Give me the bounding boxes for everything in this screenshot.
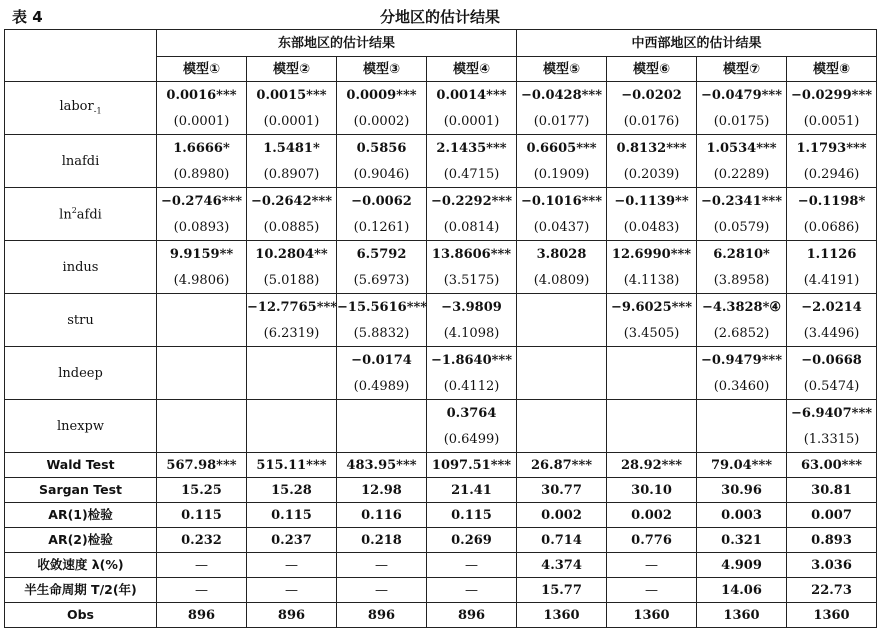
statistic-value: 0.269	[427, 528, 517, 553]
coefficient-cell: −3.9809	[427, 294, 517, 321]
statistic-value: 30.96	[697, 478, 787, 503]
coefficient-cell: −0.1016***	[517, 188, 607, 215]
coef-row	[5, 82, 877, 109]
statistic-name: Sargan Test	[5, 478, 157, 503]
std-error-cell: (1.3315)	[787, 426, 877, 453]
statistic-value: 515.11***	[247, 453, 337, 478]
statistic-value: —	[607, 553, 697, 578]
statistic-value: 21.41	[427, 478, 517, 503]
coefficient-cell	[247, 347, 337, 374]
std-error-cell: (0.2946)	[787, 161, 877, 188]
coefficient-cell	[607, 400, 697, 427]
statistic-value: 0.003	[697, 503, 787, 528]
coefficient-cell: 0.0016***	[157, 82, 247, 109]
coefficient-cell: 6.5792	[337, 241, 427, 268]
statistic-value: 0.714	[517, 528, 607, 553]
coefficient-cell: 0.5856	[337, 135, 427, 162]
std-error-cell: (0.0579)	[697, 214, 787, 241]
variable-label: labor	[59, 99, 94, 115]
coefficient-cell: −0.0202	[607, 82, 697, 109]
std-error-cell: (0.0001)	[427, 108, 517, 135]
coefficient-cell: 1.5481*	[247, 135, 337, 162]
std-error-cell: (6.2319)	[247, 320, 337, 347]
statistic-value: 483.95***	[337, 453, 427, 478]
statistic-value: 0.002	[517, 503, 607, 528]
variable-name	[5, 241, 157, 294]
std-error-cell: (3.8958)	[697, 267, 787, 294]
coefficient-cell: −0.2292***	[427, 188, 517, 215]
statistic-name: Obs	[5, 603, 157, 628]
coefficient-cell: −0.1198*	[787, 188, 877, 215]
std-error-cell: (0.8980)	[157, 161, 247, 188]
statistic-value: 15.28	[247, 478, 337, 503]
statistic-value: 567.98***	[157, 453, 247, 478]
statistic-name: 半生命周期 T/2(年)	[5, 578, 157, 603]
std-error-cell: (0.0001)	[157, 108, 247, 135]
variable-name	[5, 188, 157, 241]
std-error-cell: (0.9046)	[337, 161, 427, 188]
std-error-cell: (0.4989)	[337, 373, 427, 400]
std-error-cell: (0.8907)	[247, 161, 337, 188]
coefficient-cell: 12.6990***	[607, 241, 697, 268]
std-error-cell: (4.4191)	[787, 267, 877, 294]
coefficient-cell: 9.9159**	[157, 241, 247, 268]
std-error-cell	[517, 320, 607, 347]
statistic-value: 4.909	[697, 553, 787, 578]
std-error-cell: (0.6499)	[427, 426, 517, 453]
coefficient-cell: 0.3764	[427, 400, 517, 427]
statistic-row	[5, 528, 877, 553]
std-error-cell: (0.1909)	[517, 161, 607, 188]
statistic-value: 4.374	[517, 553, 607, 578]
statistic-value: 0.115	[247, 503, 337, 528]
std-error-cell: (0.0002)	[337, 108, 427, 135]
coefficient-cell: 1.0534***	[697, 135, 787, 162]
coefficient-cell: −0.0668	[787, 347, 877, 374]
coef-row	[5, 188, 877, 215]
model-header: 模型①	[157, 57, 247, 82]
coefficient-cell: 2.1435***	[427, 135, 517, 162]
statistic-value: 3.036	[787, 553, 877, 578]
std-error-cell: (4.1138)	[607, 267, 697, 294]
std-error-cell	[157, 320, 247, 347]
std-error-cell	[607, 373, 697, 400]
coef-row	[5, 294, 877, 321]
statistic-value: 0.115	[157, 503, 247, 528]
variable-label-suffix: afdi	[76, 207, 102, 223]
coefficient-cell	[517, 294, 607, 321]
coef-row	[5, 241, 877, 268]
statistic-name: 收敛速度 λ(%)	[5, 553, 157, 578]
coefficient-cell: −12.7765***	[247, 294, 337, 321]
statistic-value: 28.92***	[607, 453, 697, 478]
std-error-cell: (0.5474)	[787, 373, 877, 400]
coefficient-cell: −0.0062	[337, 188, 427, 215]
std-error-cell: (2.6852)	[697, 320, 787, 347]
std-error-cell: (3.4496)	[787, 320, 877, 347]
statistic-value: —	[157, 578, 247, 603]
std-error-cell: (0.0483)	[607, 214, 697, 241]
statistic-value: 12.98	[337, 478, 427, 503]
coefficient-cell: 1.6666*	[157, 135, 247, 162]
std-error-cell: (0.0437)	[517, 214, 607, 241]
variable-name	[5, 347, 157, 400]
std-error-cell: (0.4715)	[427, 161, 517, 188]
std-error-cell: (0.0001)	[247, 108, 337, 135]
coefficient-cell: 13.8606***	[427, 241, 517, 268]
statistic-value: 30.81	[787, 478, 877, 503]
coefficient-cell: −0.1139**	[607, 188, 697, 215]
coefficient-cell	[157, 400, 247, 427]
model-header: 模型⑥	[607, 57, 697, 82]
std-error-cell: (0.0176)	[607, 108, 697, 135]
group-header-east: 东部地区的估计结果	[157, 30, 517, 57]
coefficient-cell: −1.8640***	[427, 347, 517, 374]
std-error-cell: (0.3460)	[697, 373, 787, 400]
statistic-value: 896	[157, 603, 247, 628]
statistic-value: —	[607, 578, 697, 603]
coefficient-cell: 1.1793***	[787, 135, 877, 162]
coefficient-cell: 10.2804**	[247, 241, 337, 268]
statistic-value: 0.116	[337, 503, 427, 528]
variable-label: stru	[67, 312, 94, 328]
std-error-cell	[697, 426, 787, 453]
coefficient-cell: −0.0479***	[697, 82, 787, 109]
variable-name	[5, 400, 157, 453]
coefficient-cell: −0.2642***	[247, 188, 337, 215]
variable-label: lnafdi	[61, 153, 100, 169]
coef-row	[5, 347, 877, 374]
statistic-value: —	[337, 578, 427, 603]
statistic-name: AR(1)检验	[5, 503, 157, 528]
statistic-value: —	[337, 553, 427, 578]
std-error-cell	[247, 426, 337, 453]
statistic-value: 0.237	[247, 528, 337, 553]
coefficient-cell: 0.0015***	[247, 82, 337, 109]
coefficient-cell: 6.2810*	[697, 241, 787, 268]
statistic-value: 22.73	[787, 578, 877, 603]
model-header: 模型⑤	[517, 57, 607, 82]
variable-name	[5, 135, 157, 188]
coefficient-cell: −9.6025***	[607, 294, 697, 321]
statistic-value: 896	[337, 603, 427, 628]
statistic-value: 896	[427, 603, 517, 628]
statistic-value: —	[247, 553, 337, 578]
std-error-cell: (0.4112)	[427, 373, 517, 400]
std-error-cell: (4.0809)	[517, 267, 607, 294]
statistic-value: 26.87***	[517, 453, 607, 478]
statistic-value: 1360	[697, 603, 787, 628]
coefficient-cell: −0.0174	[337, 347, 427, 374]
coefficient-cell	[607, 347, 697, 374]
coefficient-cell	[517, 400, 607, 427]
coefficient-cell	[157, 347, 247, 374]
group-header-central-west: 中西部地区的估计结果	[517, 30, 877, 57]
statistic-row	[5, 553, 877, 578]
statistic-value: 1097.51***	[427, 453, 517, 478]
coefficient-cell: 0.0014***	[427, 82, 517, 109]
statistic-value: 0.115	[427, 503, 517, 528]
coefficient-cell: −0.2746***	[157, 188, 247, 215]
statistic-value: 0.893	[787, 528, 877, 553]
statistic-value: 0.776	[607, 528, 697, 553]
table-title: 分地区的估计结果	[379, 8, 500, 26]
std-error-cell	[157, 373, 247, 400]
statistic-row	[5, 503, 877, 528]
statistic-value: 15.77	[517, 578, 607, 603]
model-header: 模型④	[427, 57, 517, 82]
std-error-cell: (0.0885)	[247, 214, 337, 241]
statistic-value: 0.002	[607, 503, 697, 528]
variable-label: lndeep	[58, 365, 103, 381]
std-error-cell: (0.0814)	[427, 214, 517, 241]
std-error-cell: (0.0177)	[517, 108, 607, 135]
std-error-cell: (3.4505)	[607, 320, 697, 347]
model-header: 模型②	[247, 57, 337, 82]
variable-label: indus	[62, 259, 99, 275]
std-error-cell: (0.0686)	[787, 214, 877, 241]
statistic-value: 1360	[517, 603, 607, 628]
std-error-cell: (0.1261)	[337, 214, 427, 241]
coef-row	[5, 400, 877, 427]
statistic-row	[5, 478, 877, 503]
std-error-cell	[607, 426, 697, 453]
variable-name	[5, 294, 157, 347]
statistic-name: Wald Test	[5, 453, 157, 478]
coefficient-cell: −4.3828*④	[697, 294, 787, 321]
statistic-value: 14.06	[697, 578, 787, 603]
statistic-value: 1360	[607, 603, 697, 628]
std-error-cell: (0.2039)	[607, 161, 697, 188]
std-error-cell: (3.5175)	[427, 267, 517, 294]
std-error-cell: (4.9806)	[157, 267, 247, 294]
coefficient-cell: 1.1126	[787, 241, 877, 268]
statistic-name: AR(2)检验	[5, 528, 157, 553]
std-error-cell: (5.8832)	[337, 320, 427, 347]
coefficient-cell	[697, 400, 787, 427]
coefficient-cell	[247, 400, 337, 427]
header-corner	[5, 30, 157, 82]
statistic-value: 0.007	[787, 503, 877, 528]
std-error-cell	[157, 426, 247, 453]
estimation-results-table	[4, 29, 877, 628]
variable-label-prefix: ln	[59, 207, 72, 223]
std-error-cell: (4.1098)	[427, 320, 517, 347]
statistic-row	[5, 603, 877, 628]
coefficient-cell: −0.0428***	[517, 82, 607, 109]
std-error-cell	[517, 373, 607, 400]
coefficient-cell: −0.2341***	[697, 188, 787, 215]
coefficient-cell: −0.9479***	[697, 347, 787, 374]
table-number: 表 4	[12, 8, 43, 26]
statistic-value: —	[157, 553, 247, 578]
statistic-value: 1360	[787, 603, 877, 628]
table-caption	[0, 4, 880, 26]
model-header: 模型⑦	[697, 57, 787, 82]
coefficient-cell	[337, 400, 427, 427]
std-error-cell	[517, 426, 607, 453]
coefficient-cell	[157, 294, 247, 321]
statistic-value: 0.232	[157, 528, 247, 553]
statistic-value: 30.10	[607, 478, 697, 503]
statistic-value: —	[427, 553, 517, 578]
statistic-row	[5, 453, 877, 478]
std-error-cell	[337, 426, 427, 453]
std-error-cell: (0.2289)	[697, 161, 787, 188]
statistic-value: 63.00***	[787, 453, 877, 478]
std-error-cell: (5.6973)	[337, 267, 427, 294]
coefficient-cell: 0.8132***	[607, 135, 697, 162]
statistic-value: 30.77	[517, 478, 607, 503]
coefficient-cell: −15.5616***	[337, 294, 427, 321]
coefficient-cell: −0.0299***	[787, 82, 877, 109]
statistic-value: 0.321	[697, 528, 787, 553]
variable-label: lnexpw	[56, 418, 104, 434]
coefficient-cell: 3.8028	[517, 241, 607, 268]
model-header: 模型⑧	[787, 57, 877, 82]
variable-subscript: -1	[93, 106, 102, 116]
std-error-cell	[247, 373, 337, 400]
statistic-value: 0.218	[337, 528, 427, 553]
statistic-value: —	[427, 578, 517, 603]
statistic-value: —	[247, 578, 337, 603]
coefficient-cell: −6.9407***	[787, 400, 877, 427]
variable-name	[5, 82, 157, 135]
statistic-value: 896	[247, 603, 337, 628]
variable-superscript: 2	[71, 205, 77, 215]
coefficient-cell: 0.6605***	[517, 135, 607, 162]
std-error-cell: (5.0188)	[247, 267, 337, 294]
std-error-cell: (0.0175)	[697, 108, 787, 135]
coefficient-cell	[517, 347, 607, 374]
statistic-row	[5, 578, 877, 603]
coef-row	[5, 135, 877, 162]
std-error-cell: (0.0893)	[157, 214, 247, 241]
coefficient-cell: −2.0214	[787, 294, 877, 321]
statistic-value: 79.04***	[697, 453, 787, 478]
std-error-cell: (0.0051)	[787, 108, 877, 135]
coefficient-cell: 0.0009***	[337, 82, 427, 109]
model-header: 模型③	[337, 57, 427, 82]
statistic-value: 15.25	[157, 478, 247, 503]
